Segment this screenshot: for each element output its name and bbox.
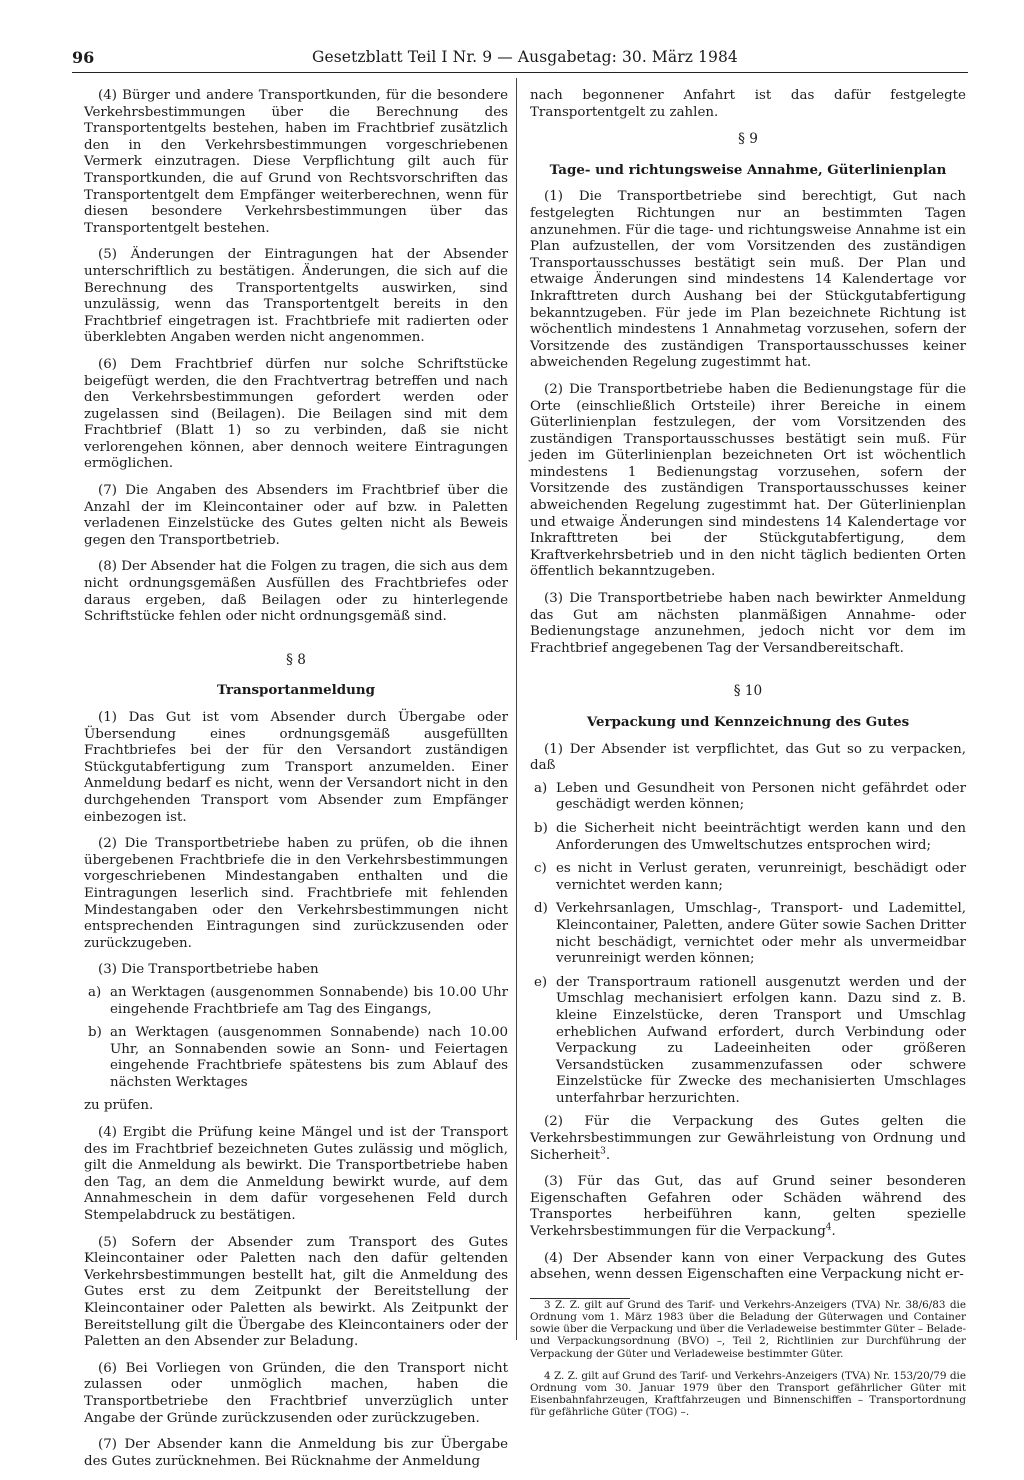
list-item: [530, 821, 966, 854]
paragraph: [530, 1114, 966, 1164]
paragraph-text: (2) Für die Verpackung des Gutes gelten die Verkehrsbestimmungen zur Gewährleistung von Ordnung und Sicherheit: [530, 1114, 966, 1163]
paragraph: [530, 1174, 966, 1240]
left-column: [84, 88, 508, 1480]
right-column: [530, 88, 966, 1429]
section-title: Transportanmeldung: [217, 682, 375, 699]
list-item-text: an Werktagen (ausgenommen Sonnabende) nach 10.00 Uhr, an Sonnabenden sowie an Sonn- und Feiertagen eingehende Frachtbriefe spätestens bis zum Ablauf des nächsten Werktages: [110, 1025, 508, 1090]
running-title: Gesetzblatt Teil I Nr. 9 — Ausgabetag: 30. März 1984: [312, 48, 738, 66]
footnote: 4 Z. Z. gilt auf Grund des Tarif- und Verkehrs-Anzeigers (TVA) Nr. 153/20/79 die Ordnung vom 30. Januar 1979 über den Transport gefährlicher Güter mit Eisenbahnfahrzeugen, Kraftfahrzeugen und Binnenschiffen – Transportordnung für gefährliche Güter (TOG) –.: [530, 1369, 966, 1419]
list-item-text: es nicht in Verlust geraten, verunreinigt, beschädigt oder vernichtet werden kann;: [556, 861, 966, 893]
footnote-ref: 4: [825, 1222, 832, 1233]
section-number: § 8: [286, 651, 306, 668]
paragraph: (1) Die Transportbetriebe sind berechtigt, Gut nach festgelegten Richtungen nur an bestimmten Tagen anzunehmen. Für die tage- und richtungsweise Annahme ist ein Plan aufzustellen, der vom Vorsitzenden des zuständigen Transportausschusses bestätigt sein muß. Der Plan und etwaige Änderungen sind mindestens 14 Kalendertage vor Inkrafttreten durch Aushang bei der Stückgutabfertigung bekanntzugeben. Für jede im Plan bezeichnete Richtung ist wöchentlich mindestens 1 Annahmetag vorzusehen, sofern der Vorsitzende des zuständigen Transportausschusses keiner abweichenden Regelung zugestimmt hat.: [530, 189, 966, 371]
paragraph: (3) Die Transportbetriebe haben nach bewirkter Anmeldung das Gut am nächsten planmäßigen Annahme- oder Bedienungstage anzunehmen, jedoch nicht vor dem im Frachtbrief angegebenen Tag der Versandbereitschaft.: [530, 591, 966, 656]
paragraph: (5) Sofern der Absender zum Transport des Gutes Kleincontainer oder Paletten nach den dafür geltenden Verkehrsbestimmungen bestellt hat, gilt die Anmeldung des Gutes erst zu dem Zeitpunkt der Bereitstellung der Kleincontainer oder Paletten als bewirkt. Als Zeitpunkt der Bereitstellung gilt die Übergabe des Kleincontainers oder der Paletten an den Absender zur Beladung.: [84, 1234, 508, 1350]
paragraph: (7) Die Angaben des Absenders im Frachtbrief über die Anzahl der im Kleincontainer oder auf bzw. in Paletten verladenen Einzelstücke des Gutes gelten nicht als Beweis gegen den Transportbetrieb.: [84, 483, 508, 548]
paragraph: (6) Dem Frachtbrief dürfen nur solche Schriftstücke beigefügt werden, die den Frachtvertrag betreffen und nach den Verkehrsbestimmungen gefordert werden oder zugelassen sind (Beilagen). Die Beilagen sind mit dem Frachtbrief (Blatt 1) so zu verbinden, daß sie nicht verlorengehen können, aber dennoch weitere Eintragungen ermöglichen.: [84, 356, 508, 472]
paragraph-text: (3) Für das Gut, das auf Grund seiner besonderen Eigenschaften Gefahren oder Schäden während des Transportes herbeiführen kann, gelten spezielle Verkehrsbestimmungen für die Verpackung: [530, 1174, 966, 1240]
paragraph: (2) Die Transportbetriebe haben die Bedienungstage für die Orte (einschließlich Ortsteile) ihrer Bereiche in einem Güterlinienplan festzulegen, der vom Vorsitzenden des zuständigen Transportausschusses bestätigt sein muß. Für jeden im Güterlinienplan bezeichneten Ort ist wöchentlich mindestens 1 Bedienungstag vorzusehen, sofern der Vorsitzende des zuständigen Transportausschusses keiner abweichenden Regelung zugestimmt hat. Der Güterlinienplan und etwaige Änderungen sind mindestens 14 Kalendertage vor Inkrafttreten bei der Stückgutabfertigung, dem Kraftverkehrsbetrieb und in den nicht täglich bedienten Orten öffentlich bekanntzugeben.: [530, 381, 966, 580]
paragraph: (4) Bürger und andere Transportkunden, für die besondere Verkehrsbestimmungen über die Berechnung des Transportentgelts bestehen, haben im Frachtbrief zusätzlich den in den Verkehrsbestimmungen vorgeschriebenen Vermerk einzutragen. Diese Verpflichtung gilt auch für Transportkunden, die auf Grund von Rechtsvorschriften das Transportentgelt dem Empfänger weiterberechnen, wenn für diesen besondere Verkehrsbestimmungen über das Transportentgelt bestehen.: [84, 88, 508, 236]
paragraph: (2) Die Transportbetriebe haben zu prüfen, ob die ihnen übergebenen Frachtbriefe die in den Verkehrsbestimmungen vorgeschriebenen Mindestangaben enthalten und die Eintragungen leserlich sind. Frachtbriefe mit fehlenden Mindestangaben oder den Verkehrsbestimmungen nicht entsprechenden Eintragungen sind zurückzusenden oder zurückzugeben.: [84, 836, 508, 951]
paragraph: (4) Ergibt die Prüfung keine Mängel und ist der Transport des im Frachtbrief bezeichneten Gutes zulässig und möglich, gilt die Anmeldung als bewirkt. Die Transportbetriebe haben den Tag, an dem die Anmeldung bewirkt wurde, auf dem Annahmeschein in dem dafür vorgesehenen Feld durch Stempelabdruck zu bestätigen.: [84, 1125, 508, 1224]
list-item-label: d): [534, 901, 548, 917]
header-rule: [72, 72, 968, 73]
paragraph: (7) Der Absender kann die Anmeldung bis zur Übergabe des Gutes zurücknehmen. Bei Rücknahme der Anmeldung: [84, 1437, 508, 1469]
paragraph: nach begonnener Anfahrt ist das dafür festgelegte Transportentgelt zu zahlen.: [530, 88, 966, 120]
list-item-label: b): [88, 1025, 102, 1041]
column-divider: [516, 78, 517, 1340]
paragraph: (1) Der Absender ist verpflichtet, das Gut so zu verpacken, daß: [530, 741, 966, 774]
list-item: [84, 985, 508, 1018]
paragraph: (5) Änderungen der Eintragungen hat der Absender unterschriftlich zu bestätigen. Änderungen, die sich auf die Berechnung des Transportentgelts auswirken, sind unzulässig, wenn das Transportentgelt bereits in den Frachtbrief eingetragen ist. Frachtbriefe mit radierten oder überklebten Angaben werden nicht angenommen.: [84, 247, 508, 346]
list-item-text: der Transportraum rationell ausgenutzt werden und der Umschlag mechanisiert erfolgen kann. Dazu sind z. B. kleine Einzelstücke, deren Transport und Umschlag erheblichen Aufwand erfordert, durch Verbindung oder Verpackung zu Ladeeinheiten oder größeren Versandstücken zusammenzufassen oder schwere Einzelstücke für Zwecke des mechanisierten Umschlages unterfahrbar herzurichten.: [556, 974, 966, 1106]
list-item-label: a): [88, 984, 102, 1000]
list-item: [530, 901, 966, 967]
list-item: [530, 975, 966, 1108]
list-item-label: a): [534, 780, 548, 796]
list-item: [530, 861, 966, 894]
footnote: 3 Z. Z. gilt auf Grund des Tarif- und Verkehrs-Anzeigers (TVA) Nr. 38/6/83 die Ordnung vom 1. März 1983 über die Beladung der Güterwagen und Container sowie über die Verpackung und über die Verladeweise bestimmter Güter – Belade- und Verpackungsordnung (BVO) –, Teil 2, Richtlinien zur Durchführung der Verpackung der Güter und Verladeweise bestimmter Güter.: [530, 1298, 966, 1360]
page-number: 96: [72, 48, 95, 67]
paragraph: (3) Die Transportbetriebe haben: [98, 962, 319, 978]
list-item: [530, 781, 966, 814]
list-item-text: Verkehrsanlagen, Umschlag-, Transport- und Lademittel, Kleincontainer, Paletten, andere Güter sowie Sachen Dritter nicht beschädigt, vernichtet oder mehr als unvermeidbar verunreinigt werden können;: [556, 901, 966, 967]
paragraph: (4) Der Absender kann von einer Verpackung des Gutes absehen, wenn dessen Eigenschaften eine Verpackung nicht er-: [530, 1250, 966, 1283]
list-item-label: b): [534, 820, 548, 836]
list-item-text: die Sicherheit nicht beeinträchtigt werden kann und den Anforderungen des Umweltschutzes entsprochen wird;: [556, 820, 966, 853]
section-number: § 9: [738, 131, 758, 148]
paragraph: (1) Das Gut ist vom Absender durch Übergabe oder Übersendung eines ordnungsgemäß ausgefüllten Frachtbriefes bei der für den Versandort zuständigen Stückgutabfertigung zum Transport anzumelden. Einer Anmeldung bedarf es nicht, wenn der Versandort nicht in den durchgehenden Transport vom Absender zum Empfänger einbezogen ist.: [84, 710, 508, 825]
footnote-ref: 3: [600, 1146, 606, 1157]
section-number: § 10: [733, 683, 763, 700]
paragraph-end: .: [605, 1147, 611, 1163]
paragraph: (6) Bei Vorliegen von Gründen, die den Transport nicht zulassen oder unmöglich machen, haben die Transportbetriebe den Frachtbrief unverzüglich unter Angabe der Gründe zurückzusenden oder zurückzugeben.: [84, 1360, 508, 1426]
list-item-label: e): [534, 974, 548, 990]
section-title: Verpackung und Kennzeichnung des Gutes: [586, 714, 910, 730]
page-header: [72, 48, 968, 72]
section-title: Tage- und richtungsweise Annahme, Güterlinienplan: [549, 161, 947, 178]
list-item-label: c): [534, 861, 547, 877]
list-item: [84, 1025, 508, 1091]
obligation-list: [530, 781, 966, 1108]
paragraph: zu prüfen.: [84, 1098, 154, 1114]
list-item-text: an Werktagen (ausgenommen Sonnabende) bis 10.00 Uhr eingehende Frachtbriefe am Tag des Eingangs,: [110, 984, 508, 1017]
paragraph-end: .: [831, 1224, 836, 1240]
list-item-text: Leben und Gesundheit von Personen nicht gefährdet oder geschädigt werden können;: [556, 780, 966, 813]
paragraph: (8) Der Absender hat die Folgen zu tragen, die sich aus dem nicht ordnungsgemäßen Ausfüllen des Frachtbriefes oder daraus ergeben, daß Beilagen oder zu hinterlegende Schriftstücke fehlen oder nicht ordnungsgemäß sind.: [84, 559, 508, 625]
